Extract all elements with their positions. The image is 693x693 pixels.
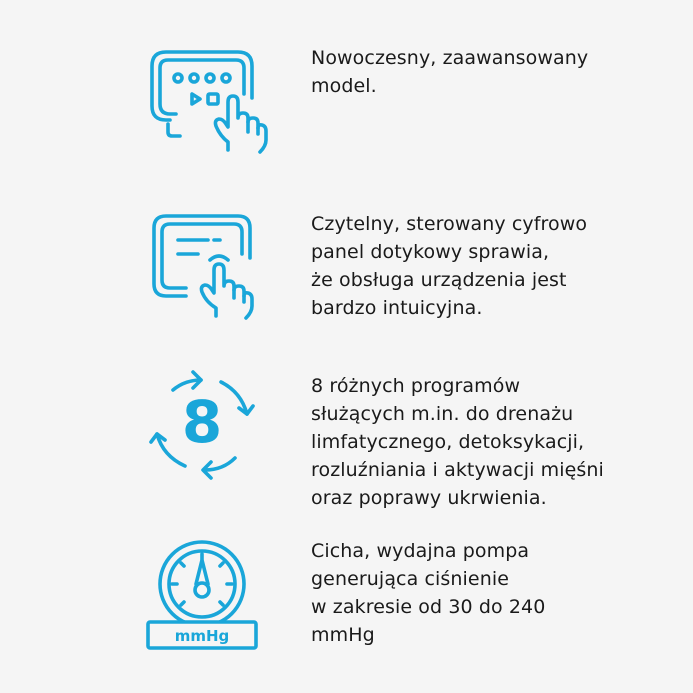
feature-text-line: bardzo intuicyjna. (311, 297, 483, 319)
unit-label: mmHg (174, 627, 230, 645)
feature-text-line: że obsługa urządzenia jest (311, 269, 567, 291)
touchscreen-device-hand-icon (140, 32, 270, 162)
feature-text-line: Czytelny, sterowany cyfrowo (311, 213, 588, 235)
feature-description (311, 537, 681, 649)
eight-programs-cycle-icon (137, 360, 267, 490)
feature-description (311, 44, 681, 100)
pressure-gauge-icon (138, 532, 268, 662)
feature-text-line: służących m.in. do drenażu (311, 403, 574, 425)
feature-text-line: mmHg (311, 624, 375, 646)
feature-description (311, 210, 681, 322)
feature-text-line: generująca ciśnienie (311, 568, 510, 590)
feature-text-line: Cicha, wydajna pompa (311, 540, 530, 562)
feature-text-line: w zakresie od 30 do 240 (311, 596, 546, 618)
feature-text-line: 8 różnych programów (311, 375, 521, 397)
feature-description (311, 372, 681, 512)
program-count-label: 8 (181, 388, 223, 456)
feature-text-line: panel dotykowy sprawia, (311, 241, 550, 263)
feature-text-line: model. (311, 75, 377, 97)
feature-text-line: oraz poprawy ukrwienia. (311, 487, 547, 509)
feature-text-line: limfatycznego, detoksykacji, (311, 431, 585, 453)
feature-text-line: Nowoczesny, zaawansowany (311, 47, 589, 69)
feature-text-line: rozluźniania i aktywacji mięśni (311, 459, 604, 481)
touch-panel-hand-icon (140, 196, 270, 326)
